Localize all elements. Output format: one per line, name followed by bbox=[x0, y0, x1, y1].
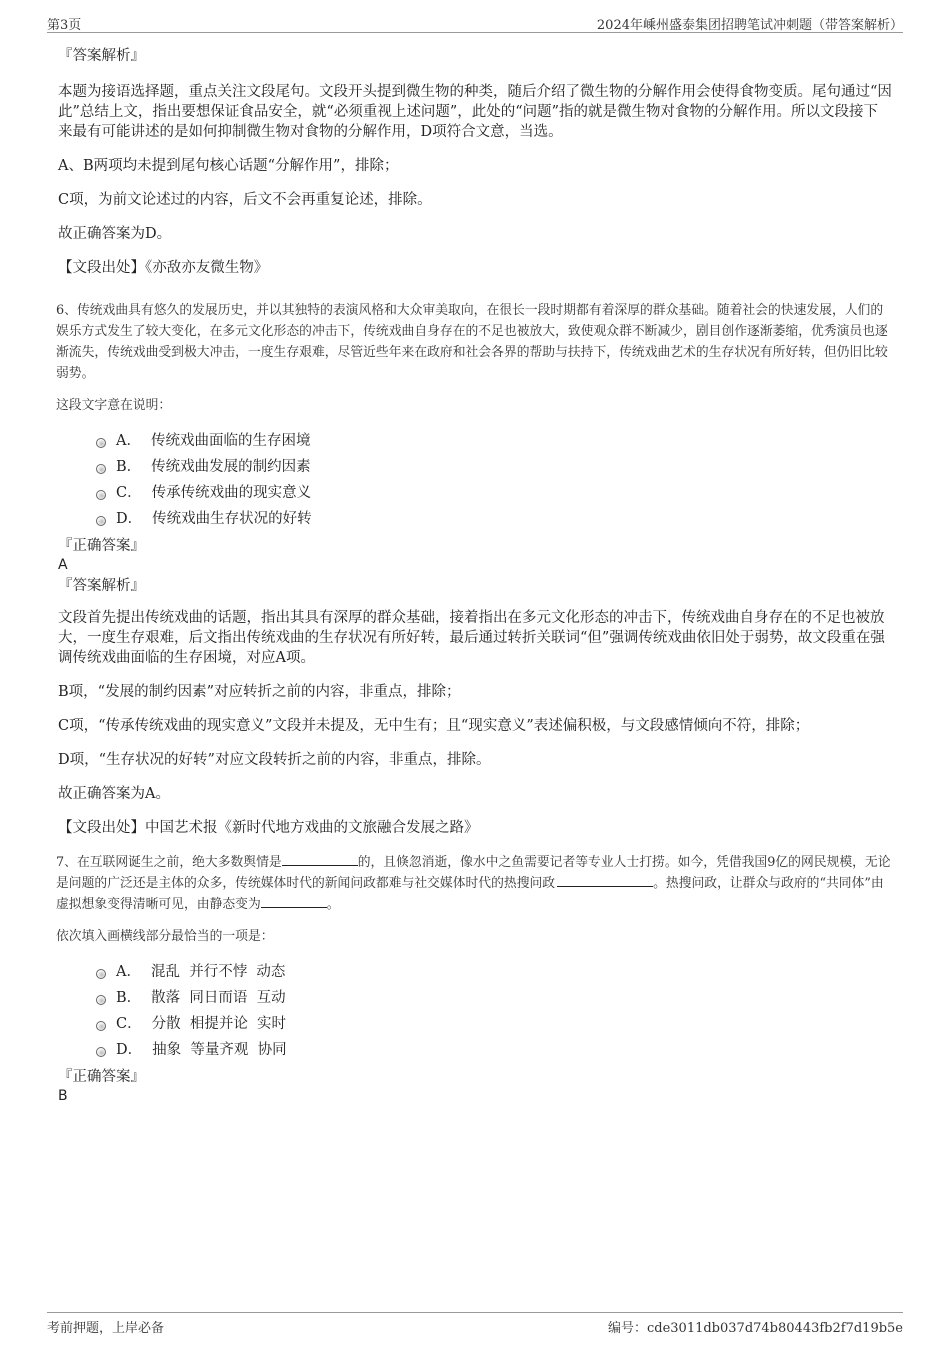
analysis-line-c: C项，“传承传统戏曲的现实意义”文段并未提及，无中生有；且“现实意义”表述偏积极，与文段感情倾向不符，排除； bbox=[58, 718, 810, 734]
passage-source: 【文段出处】《亦敌亦友微生物》 bbox=[58, 260, 269, 276]
page-content bbox=[56, 44, 892, 1105]
analysis-text: 本题为接语选择题，重点关注文段尾句。文段开头提到微生物的种类，随后介绍了微生物的分解作用会使得食物变质。尾句通过“因此”总结上文，指出要想保证食品安全，就“必须重视上述问题”，此处的“问题”指的就是微生物对食物的分解作用。所以文段接下来最有可能讲述的是如何抑制微生物对食物的分解作用，D项符合文意，当选。 bbox=[58, 84, 892, 140]
radio-icon[interactable] bbox=[96, 438, 106, 448]
analysis-label: 『答案解析』 bbox=[58, 578, 145, 594]
document-title: 2024年嵊州盛泰集团招聘笔试冲刺题（带答案解析） bbox=[596, 18, 903, 33]
correct-answer: B bbox=[58, 1088, 68, 1104]
analysis-line-c: C项，为前文论述过的内容，后文不会再重复论述，排除。 bbox=[58, 192, 432, 208]
question-7-stem: 7、在互联网诞生之前，绝大多数舆情是 的，且倏忽消逝，像水中之鱼需要记者等专业人士打捞。如今，凭借我国9亿的网民规模，无论是问题的广泛还是主体的众多，传统媒体时代的新闻问政都难与社交媒体时代的热搜问政 。热搜问政，让群众与政府的“共同体”由虚拟想象变得清晰可见，由静态变为 。 bbox=[56, 855, 891, 912]
analysis-conclusion: 故正确答案为D。 bbox=[58, 226, 172, 242]
option-d[interactable]: D． 抽象 等量齐观 协同 bbox=[96, 1037, 892, 1063]
question-6-stem: 6、传统戏曲具有悠久的发展历史，并以其独特的表演风格和大众审美取向，在很长一段时期都有着深厚的群众基础。随着社会的快速发展，人们的娱乐方式发生了较大变化，在多元文化形态的冲击下，传统戏曲自身存在的不足也被放大，致使观众群不断减少，剧目创作逐渐萎缩，优秀演员也逐渐流失，传统戏曲受到极大冲击，一度生存艰难，尽管近些年来在政府和社会各界的帮助与扶持下，传统戏曲艺术的生存状况有所好转，但仍旧比较弱势。 bbox=[56, 303, 888, 381]
radio-icon[interactable] bbox=[96, 490, 106, 500]
radio-icon[interactable] bbox=[96, 1047, 106, 1057]
fill-blank-1 bbox=[282, 853, 358, 866]
analysis-conclusion: 故正确答案为A。 bbox=[58, 786, 170, 802]
correct-answer: A bbox=[58, 557, 68, 573]
analysis-line-b: B项，“发展的制约因素”对应转折之前的内容，非重点，排除； bbox=[58, 684, 461, 700]
radio-icon[interactable] bbox=[96, 516, 106, 526]
analysis-text: 文段首先提出传统戏曲的话题，指出其具有深厚的群众基础，接着指出在多元文化形态的冲击下，传统戏曲自身存在的不足也被放大，一度生存艰难，后文指出传统戏曲的生存状况有所好转，最后通过转折关联词“但”强调传统戏曲依旧处于弱势，故文段重在强调传统戏曲面临的生存困境，对应A项。 bbox=[58, 610, 885, 666]
question-6-prompt: 这段文字意在说明： bbox=[56, 398, 172, 413]
page-footer bbox=[47, 1312, 903, 1334]
answer-label: 『正确答案』 bbox=[58, 538, 145, 554]
footer-slogan: 考前押题，上岸必备 bbox=[47, 1321, 165, 1336]
option-d[interactable]: D． 传统戏曲生存状况的好转 bbox=[96, 506, 892, 532]
page-header bbox=[47, 14, 903, 33]
question-6-options bbox=[56, 428, 892, 532]
fill-blank-2 bbox=[557, 874, 653, 887]
option-b[interactable]: B． 散落 同日而语 互动 bbox=[96, 985, 892, 1011]
radio-icon[interactable] bbox=[96, 1021, 106, 1031]
question-7-options bbox=[56, 959, 892, 1063]
option-c[interactable]: C． 传承传统戏曲的现实意义 bbox=[96, 480, 892, 506]
option-a[interactable]: A． 传统戏曲面临的生存困境 bbox=[96, 428, 892, 454]
document-code: 编号：cde3011db037d74b80443fb2f7d19b5e bbox=[607, 1321, 903, 1336]
radio-icon[interactable] bbox=[96, 464, 106, 474]
question-7-prompt: 依次填入画横线部分最恰当的一项是： bbox=[56, 929, 274, 944]
answer-label: 『正确答案』 bbox=[58, 1069, 145, 1085]
radio-icon[interactable] bbox=[96, 969, 106, 979]
page-number: 第3页 bbox=[47, 18, 82, 33]
radio-icon[interactable] bbox=[96, 995, 106, 1005]
analysis-label: 『答案解析』 bbox=[58, 48, 145, 64]
option-c[interactable]: C． 分散 相提并论 实时 bbox=[96, 1011, 892, 1037]
option-b[interactable]: B． 传统戏曲发展的制约因素 bbox=[96, 454, 892, 480]
fill-blank-3 bbox=[261, 895, 327, 908]
passage-source: 【文段出处】中国艺术报《新时代地方戏曲的文旅融合发展之路》 bbox=[58, 820, 479, 836]
analysis-line-ab: A、B两项均未提到尾句核心话题“分解作用”，排除； bbox=[58, 158, 399, 174]
analysis-line-d: D项，“生存状况的好转”对应文段转折之前的内容，非重点，排除。 bbox=[58, 752, 491, 768]
option-a[interactable]: A． 混乱 并行不悖 动态 bbox=[96, 959, 892, 985]
